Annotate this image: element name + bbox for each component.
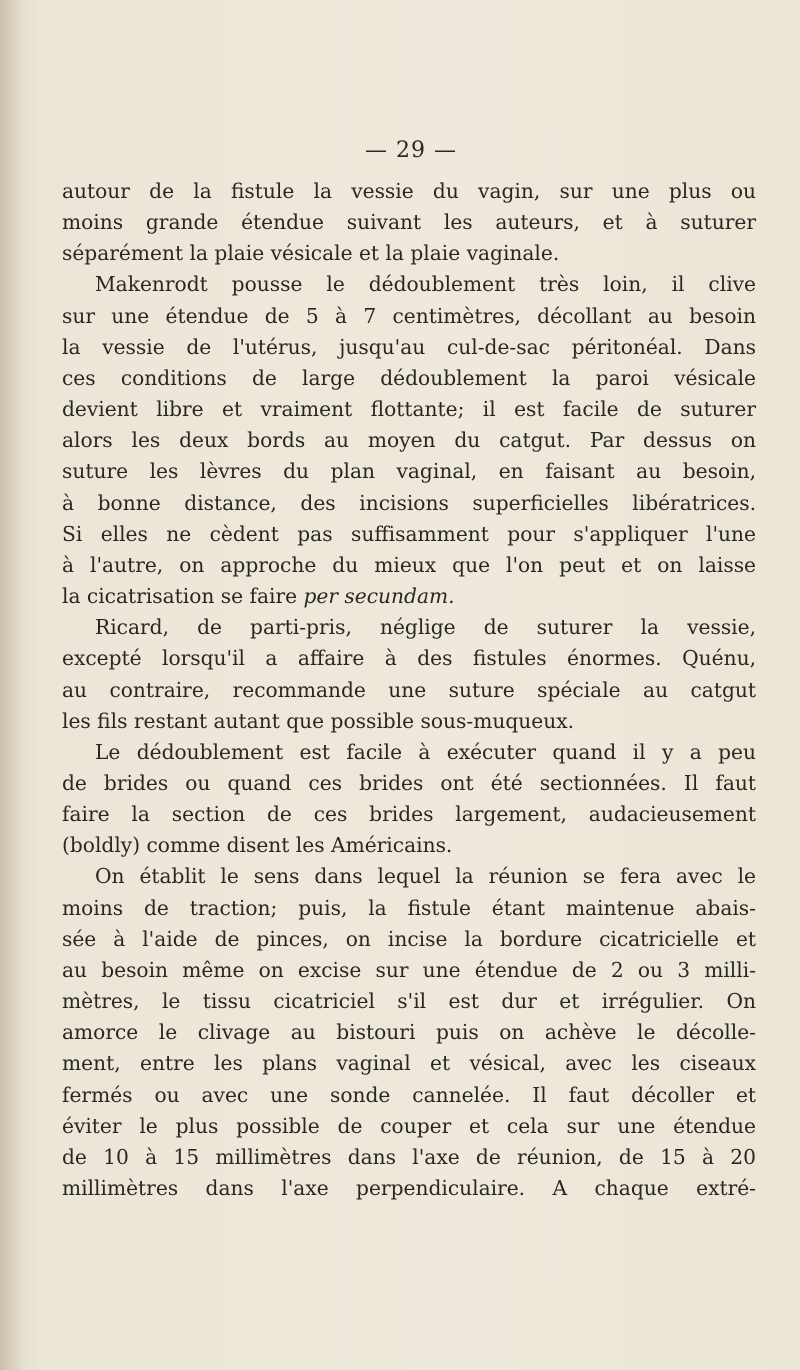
text-line: de brides ou quand ces brides ont été sectionnées. Il faut [62,770,756,795]
text-line: séparément la plaie vésicale et la plaie vaginale. [62,241,560,266]
text-line: (boldly) comme disent les Américains. [62,833,453,858]
text-line: Makenrodt pousse le dédoublement très loin, il clive [95,272,756,297]
text-line: sée à l'aide de pinces, on incise la bordure cicatricielle et [62,926,756,951]
text-line: millimètres dans l'axe perpendiculaire. A chaque extré- [62,1176,756,1200]
text-line: On établit le sens dans lequel la réunion se fera avec le [95,864,756,889]
body-text [62,176,756,1204]
text-line: sur une étendue de 5 à 7 centimètres, décollant au besoin [62,303,756,328]
text-line: au besoin même on excise sur une étendue de 2 ou 3 milli- [62,957,756,982]
text-line: Si elles ne cèdent pas suffisamment pour s'appliquer l'une [62,521,756,546]
text-line: mètres, le tissu cicatriciel s'il est dur et irrégulier. On [62,989,756,1014]
text-line: suture les lèvres du plan vaginal, en faisant au besoin, [62,459,756,484]
text-line: alors les deux bords au moyen du catgut. Par dessus on [62,428,756,453]
text-line: la vessie de l'utérus, jusqu'au cul-de-sac péritonéal. Dans [62,334,756,359]
text-line: Ricard, de parti-pris, néglige de suturer la vessie, [95,615,756,640]
text-line: excepté lorsqu'il a affaire à des fistules énormes. Quénu, [62,646,756,671]
text-line: moins de traction; puis, la fistule étant maintenue abais- [62,895,756,920]
text-line: les fils restant autant que possible sous-muqueux. [62,708,575,733]
text-line: éviter le plus possible de couper et cela sur une étendue [62,1113,756,1138]
text-line: autour de la fistule la vessie du vagin, sur une plus ou [62,179,756,203]
text-line: à bonne distance, des incisions superficielles libératrices. [62,490,756,515]
text-line: Le dédoublement est facile à exécuter quand il y a peu [95,739,756,764]
text-line: faire la section de ces brides largement, audacieusement [62,802,756,827]
text-fragment: la cicatrisation se faire [62,584,298,609]
text-line: moins grande étendue suivant les auteurs, et à suturer [62,210,756,235]
text-line: ment, entre les plans vaginal et vésical, avec les ciseaux [62,1051,756,1076]
page-binding-shadow [0,0,22,1370]
text-line: amorce le clivage au bistouri puis on achève le décolle- [62,1020,756,1045]
text-line: fermés ou avec une sonde cannelée. Il faut décoller et [62,1082,756,1107]
text-line [62,581,756,612]
text-line: à l'autre, on approche du mieux que l'on peut et on laisse [62,552,756,577]
page-number: — 29 — [365,138,457,163]
text-line: devient libre et vraiment flottante; il est facile de suturer [62,397,756,422]
text-line: ces conditions de large dédoublement la paroi vésicale [62,365,756,390]
text-line: au contraire, recommande une suture spéciale au catgut [62,677,756,702]
italic-phrase: per secundam. [303,584,455,609]
text-line: de 10 à 15 millimètres dans l'axe de réunion, de 15 à 20 [62,1144,756,1169]
